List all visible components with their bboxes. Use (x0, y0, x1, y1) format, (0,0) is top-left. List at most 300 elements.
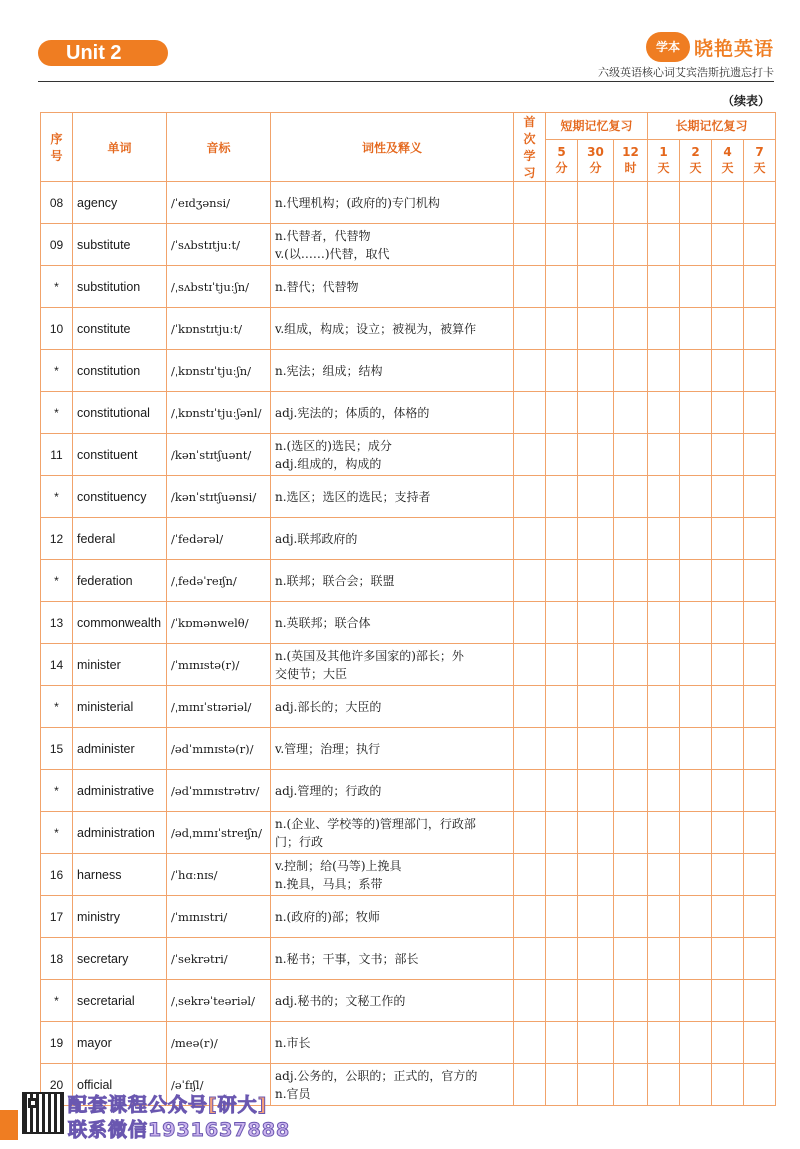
definition-line: n.替代；代替物 (275, 279, 359, 294)
checkbox-cell-30min[interactable] (578, 812, 614, 854)
checkbox-cell-1d[interactable] (648, 854, 680, 896)
checkbox-cell-1d[interactable] (648, 980, 680, 1022)
phonetic-cell: /ˈeɪdʒənsi/ (167, 182, 271, 224)
checkbox-cell-7d[interactable] (744, 266, 776, 308)
checkbox-cell-first-study[interactable] (514, 980, 546, 1022)
checkbox-cell-5min[interactable] (546, 896, 578, 938)
promo-line-2: 联系微信1931637888 (68, 1119, 291, 1141)
checkbox-cell-4d[interactable] (712, 686, 744, 728)
checkbox-cell-first-study[interactable] (514, 560, 546, 602)
checkbox-cell-12h[interactable] (614, 560, 648, 602)
checkbox-cell-4d[interactable] (712, 392, 744, 434)
checkbox-cell-12h[interactable] (614, 350, 648, 392)
checkbox-cell-7d[interactable] (744, 980, 776, 1022)
table-row (41, 938, 776, 980)
row-number: 08 (41, 182, 73, 224)
checkbox-cell-2d[interactable] (680, 1064, 712, 1106)
checkbox-cell-2d[interactable] (680, 518, 712, 560)
definition-line: n.宪法；组成；结构 (275, 363, 383, 378)
header-slot-7d: 7 天 (744, 139, 776, 181)
definition-cell (271, 644, 514, 686)
checkbox-cell-30min[interactable] (578, 938, 614, 980)
checkbox-cell-1d[interactable] (648, 308, 680, 350)
checkbox-cell-2d[interactable] (680, 266, 712, 308)
checkbox-cell-5min[interactable] (546, 1022, 578, 1064)
checkbox-cell-7d[interactable] (744, 560, 776, 602)
promo-line-1: 配套课程公众号[研大] (68, 1094, 268, 1116)
checkbox-cell-first-study[interactable] (514, 434, 546, 476)
row-number: 19 (41, 1022, 73, 1064)
checkbox-cell-12h[interactable] (614, 392, 648, 434)
phonetic-cell: /ˌfedəˈreɪʃn/ (167, 560, 271, 602)
continued-label: （续表） (721, 94, 770, 108)
brand (646, 32, 774, 62)
word-cell: official (73, 1064, 167, 1106)
checkbox-cell-12h[interactable] (614, 938, 648, 980)
definition-line: v.(以……)代替，取代 (275, 246, 390, 261)
row-number: * (41, 770, 73, 812)
checkbox-cell-2d[interactable] (680, 350, 712, 392)
definition-line: adj.公务的，公职的；正式的，官方的 (275, 1068, 478, 1083)
definition-line: 交使节；大臣 (275, 666, 348, 681)
checkbox-cell-2d[interactable] (680, 728, 712, 770)
definition-line: n.(企业、学校等的)管理部门，行政部 (275, 816, 476, 831)
checkbox-cell-12h[interactable] (614, 728, 648, 770)
phonetic-cell: /ˈkɒmənwelθ/ (167, 602, 271, 644)
definition-cell (271, 1064, 514, 1106)
checkbox-cell-2d[interactable] (680, 854, 712, 896)
checkbox-cell-4d[interactable] (712, 602, 744, 644)
checkbox-cell-12h[interactable] (614, 182, 648, 224)
header-slot-4d: 4 天 (712, 139, 744, 181)
definition-cell (271, 224, 514, 266)
checkbox-cell-4d[interactable] (712, 854, 744, 896)
definition-cell (271, 308, 514, 350)
checkbox-cell-7d[interactable] (744, 938, 776, 980)
phonetic-cell: /kənˈstɪtʃuənt/ (167, 434, 271, 476)
checkbox-cell-first-study[interactable] (514, 182, 546, 224)
checkbox-cell-first-study[interactable] (514, 854, 546, 896)
phonetic-cell: /ˈfedərəl/ (167, 518, 271, 560)
header-definition: 词性及释义 (271, 113, 514, 182)
checkbox-cell-12h[interactable] (614, 1064, 648, 1106)
checkbox-cell-1d[interactable] (648, 434, 680, 476)
checkbox-cell-1d[interactable] (648, 182, 680, 224)
checkbox-cell-5min[interactable] (546, 980, 578, 1022)
phonetic-cell: /meə(r)/ (167, 1022, 271, 1064)
checkbox-cell-5min[interactable] (546, 770, 578, 812)
definition-cell (271, 686, 514, 728)
checkbox-cell-7d[interactable] (744, 854, 776, 896)
checkbox-cell-4d[interactable] (712, 266, 744, 308)
checkbox-cell-7d[interactable] (744, 350, 776, 392)
checkbox-cell-5min[interactable] (546, 308, 578, 350)
checkbox-cell-5min[interactable] (546, 644, 578, 686)
checkbox-cell-30min[interactable] (578, 896, 614, 938)
checkbox-cell-30min[interactable] (578, 266, 614, 308)
header-phonetic: 音标 (167, 113, 271, 182)
checkbox-cell-12h[interactable] (614, 602, 648, 644)
checkbox-cell-2d[interactable] (680, 476, 712, 518)
checkbox-cell-1d[interactable] (648, 518, 680, 560)
table-row (41, 602, 776, 644)
checkbox-cell-2d[interactable] (680, 182, 712, 224)
checkbox-cell-30min[interactable] (578, 686, 614, 728)
checkbox-cell-2d[interactable] (680, 980, 712, 1022)
checkbox-cell-7d[interactable] (744, 1022, 776, 1064)
row-number: 10 (41, 308, 73, 350)
word-cell: ministerial (73, 686, 167, 728)
checkbox-cell-1d[interactable] (648, 1022, 680, 1064)
checkbox-cell-2d[interactable] (680, 602, 712, 644)
checkbox-cell-7d[interactable] (744, 686, 776, 728)
definition-cell (271, 518, 514, 560)
checkbox-cell-12h[interactable] (614, 980, 648, 1022)
definition-line: n.代替者，代替物 (275, 228, 371, 243)
checkbox-cell-30min[interactable] (578, 308, 614, 350)
checkbox-cell-30min[interactable] (578, 434, 614, 476)
checkbox-cell-30min[interactable] (578, 728, 614, 770)
checkbox-cell-30min[interactable] (578, 224, 614, 266)
checkbox-cell-first-study[interactable] (514, 938, 546, 980)
checkbox-cell-2d[interactable] (680, 686, 712, 728)
checkbox-cell-4d[interactable] (712, 518, 744, 560)
checkbox-cell-5min[interactable] (546, 602, 578, 644)
brand-subtitle: 六级英语核心词艾宾浩斯抗遗忘打卡 (598, 66, 774, 79)
word-cell: agency (73, 182, 167, 224)
checkbox-cell-12h[interactable] (614, 686, 648, 728)
header-long-term: 长期记忆复习 (648, 113, 776, 140)
definition-cell (271, 812, 514, 854)
checkbox-cell-5min[interactable] (546, 476, 578, 518)
checkbox-cell-5min[interactable] (546, 854, 578, 896)
checkbox-cell-12h[interactable] (614, 1022, 648, 1064)
definition-line: adj.组成的，构成的 (275, 456, 382, 471)
checkbox-cell-5min[interactable] (546, 728, 578, 770)
checkbox-cell-7d[interactable] (744, 728, 776, 770)
checkbox-cell-first-study[interactable] (514, 686, 546, 728)
checkbox-cell-12h[interactable] (614, 854, 648, 896)
word-cell: secretarial (73, 980, 167, 1022)
checkbox-cell-12h[interactable] (614, 224, 648, 266)
header-slot-5min: 5 分 (546, 139, 578, 181)
definition-line: adj.部长的；大臣的 (275, 699, 382, 714)
checkbox-cell-4d[interactable] (712, 308, 744, 350)
table-row (41, 770, 776, 812)
definition-line: adj.管理的；行政的 (275, 783, 382, 798)
checkbox-cell-first-study[interactable] (514, 476, 546, 518)
word-cell: federal (73, 518, 167, 560)
word-cell: constituent (73, 434, 167, 476)
phonetic-cell: /ˈsekrətri/ (167, 938, 271, 980)
checkbox-cell-7d[interactable] (744, 644, 776, 686)
phonetic-cell: /ədˈmɪnɪstə(r)/ (167, 728, 271, 770)
checkbox-cell-30min[interactable] (578, 476, 614, 518)
phonetic-cell: /ˌmɪnɪˈstɪəriəl/ (167, 686, 271, 728)
word-cell: administration (73, 812, 167, 854)
phonetic-cell: /ˌkɒnstɪˈtjuːʃənl/ (167, 392, 271, 434)
definition-line: v.组成，构成；设立；被视为，被算作 (275, 321, 477, 336)
checkbox-cell-7d[interactable] (744, 224, 776, 266)
checkbox-cell-2d[interactable] (680, 812, 712, 854)
table-row (41, 266, 776, 308)
checkbox-cell-1d[interactable] (648, 476, 680, 518)
checkbox-cell-1d[interactable] (648, 560, 680, 602)
checkbox-cell-7d[interactable] (744, 770, 776, 812)
checkbox-cell-2d[interactable] (680, 392, 712, 434)
definition-line: adj.秘书的；文秘工作的 (275, 993, 406, 1008)
definition-line: n.选区；选区的选民；支持者 (275, 489, 431, 504)
checkbox-cell-7d[interactable] (744, 182, 776, 224)
checkbox-cell-12h[interactable] (614, 476, 648, 518)
row-number: 09 (41, 224, 73, 266)
checkbox-cell-7d[interactable] (744, 392, 776, 434)
row-number: * (41, 350, 73, 392)
checkbox-cell-5min[interactable] (546, 392, 578, 434)
checkbox-cell-first-study[interactable] (514, 728, 546, 770)
definition-cell (271, 392, 514, 434)
definition-line: adj.宪法的；体质的，体格的 (275, 405, 430, 420)
checkbox-cell-1d[interactable] (648, 266, 680, 308)
checkbox-cell-2d[interactable] (680, 560, 712, 602)
word-cell: constitutional (73, 392, 167, 434)
checkbox-cell-30min[interactable] (578, 1022, 614, 1064)
checkbox-cell-2d[interactable] (680, 896, 712, 938)
checkbox-cell-first-study[interactable] (514, 770, 546, 812)
word-cell: commonwealth (73, 602, 167, 644)
checkbox-cell-2d[interactable] (680, 938, 712, 980)
table-row (41, 518, 776, 560)
checkbox-cell-5min[interactable] (546, 266, 578, 308)
qr-code-icon (22, 1092, 64, 1134)
checkbox-cell-first-study[interactable] (514, 602, 546, 644)
checkbox-cell-5min[interactable] (546, 938, 578, 980)
definition-line: n.(选区的)选民；成分 (275, 438, 392, 453)
checkbox-cell-4d[interactable] (712, 476, 744, 518)
checkbox-cell-first-study[interactable] (514, 266, 546, 308)
row-number: 11 (41, 434, 73, 476)
checkbox-cell-7d[interactable] (744, 812, 776, 854)
checkbox-cell-7d[interactable] (744, 896, 776, 938)
definition-line: n.联邦；联合会；联盟 (275, 573, 395, 588)
checkbox-cell-1d[interactable] (648, 602, 680, 644)
checkbox-cell-30min[interactable] (578, 350, 614, 392)
definition-line: n.(英国及其他许多国家的)部长；外 (275, 648, 464, 663)
word-cell: harness (73, 854, 167, 896)
checkbox-cell-4d[interactable] (712, 644, 744, 686)
checkbox-cell-1d[interactable] (648, 392, 680, 434)
checkbox-cell-first-study[interactable] (514, 896, 546, 938)
checkbox-cell-5min[interactable] (546, 560, 578, 602)
checkbox-cell-4d[interactable] (712, 350, 744, 392)
header-word: 单词 (73, 113, 167, 182)
checkbox-cell-2d[interactable] (680, 644, 712, 686)
definition-line: n.代理机构；(政府的)专门机构 (275, 195, 440, 210)
checkbox-cell-12h[interactable] (614, 518, 648, 560)
checkbox-cell-first-study[interactable] (514, 812, 546, 854)
checkbox-cell-4d[interactable] (712, 938, 744, 980)
checkbox-cell-1d[interactable] (648, 686, 680, 728)
phonetic-cell: /ˈkɒnstɪtjuːt/ (167, 308, 271, 350)
checkbox-cell-12h[interactable] (614, 812, 648, 854)
header-slot-1d: 1 天 (648, 139, 680, 181)
checkbox-cell-2d[interactable] (680, 1022, 712, 1064)
phonetic-cell: /ˌkɒnstɪˈtjuːʃn/ (167, 350, 271, 392)
checkbox-cell-12h[interactable] (614, 896, 648, 938)
checkbox-cell-4d[interactable] (712, 770, 744, 812)
table-row (41, 896, 776, 938)
checkbox-cell-12h[interactable] (614, 770, 648, 812)
table-row (41, 308, 776, 350)
table-row (41, 686, 776, 728)
checkbox-cell-5min[interactable] (546, 686, 578, 728)
definition-line: adj.联邦政府的 (275, 531, 358, 546)
checkbox-cell-first-study[interactable] (514, 518, 546, 560)
checkbox-cell-4d[interactable] (712, 182, 744, 224)
row-number: 18 (41, 938, 73, 980)
checkbox-cell-4d[interactable] (712, 560, 744, 602)
checkbox-cell-4d[interactable] (712, 1064, 744, 1106)
checkbox-cell-2d[interactable] (680, 770, 712, 812)
definition-line: v.管理；治理；执行 (275, 741, 381, 756)
definition-cell (271, 182, 514, 224)
phonetic-cell: /ˌsekrəˈteəriəl/ (167, 980, 271, 1022)
checkbox-cell-5min[interactable] (546, 350, 578, 392)
checkbox-cell-4d[interactable] (712, 1022, 744, 1064)
checkbox-cell-1d[interactable] (648, 938, 680, 980)
checkbox-cell-30min[interactable] (578, 770, 614, 812)
checkbox-cell-4d[interactable] (712, 812, 744, 854)
checkbox-cell-first-study[interactable] (514, 1064, 546, 1106)
checkbox-cell-12h[interactable] (614, 644, 648, 686)
checkbox-cell-7d[interactable] (744, 602, 776, 644)
checkbox-cell-5min[interactable] (546, 518, 578, 560)
word-cell: mayor (73, 1022, 167, 1064)
phonetic-cell: /ədˈmɪnɪstrətɪv/ (167, 770, 271, 812)
word-cell: administrative (73, 770, 167, 812)
checkbox-cell-1d[interactable] (648, 770, 680, 812)
checkbox-cell-first-study[interactable] (514, 224, 546, 266)
checkbox-cell-first-study[interactable] (514, 392, 546, 434)
checkbox-cell-1d[interactable] (648, 644, 680, 686)
row-number: 15 (41, 728, 73, 770)
phonetic-cell: /əˈfɪʃl/ (167, 1064, 271, 1106)
checkbox-cell-2d[interactable] (680, 224, 712, 266)
word-cell: constitute (73, 308, 167, 350)
definition-cell (271, 728, 514, 770)
checkbox-cell-first-study[interactable] (514, 308, 546, 350)
header-short-term: 短期记忆复习 (546, 113, 648, 140)
definition-cell (271, 854, 514, 896)
phonetic-cell: /ˈmɪnɪstri/ (167, 896, 271, 938)
definition-cell (271, 938, 514, 980)
checkbox-cell-12h[interactable] (614, 434, 648, 476)
checkbox-cell-7d[interactable] (744, 434, 776, 476)
checkbox-cell-first-study[interactable] (514, 644, 546, 686)
unit-badge: Unit 2 (38, 40, 168, 66)
checkbox-cell-1d[interactable] (648, 728, 680, 770)
checkbox-cell-30min[interactable] (578, 392, 614, 434)
definition-line: n.(政府的)部；牧师 (275, 909, 380, 924)
definition-cell (271, 350, 514, 392)
checkbox-cell-1d[interactable] (648, 896, 680, 938)
checkbox-cell-1d[interactable] (648, 350, 680, 392)
word-cell: substitution (73, 266, 167, 308)
checkbox-cell-first-study[interactable] (514, 1022, 546, 1064)
definition-line: 门；行政 (275, 834, 324, 849)
checkbox-cell-12h[interactable] (614, 308, 648, 350)
checkbox-cell-1d[interactable] (648, 812, 680, 854)
checkbox-cell-1d[interactable] (648, 224, 680, 266)
checkbox-cell-30min[interactable] (578, 602, 614, 644)
phonetic-cell: /ˈhɑːnɪs/ (167, 854, 271, 896)
word-cell: minister (73, 644, 167, 686)
checkbox-cell-5min[interactable] (546, 812, 578, 854)
phonetic-cell: /ˈmɪnɪstə(r)/ (167, 644, 271, 686)
checkbox-cell-30min[interactable] (578, 854, 614, 896)
row-number: * (41, 980, 73, 1022)
checkbox-cell-30min[interactable] (578, 560, 614, 602)
row-number: 16 (41, 854, 73, 896)
table-row (41, 224, 776, 266)
checkbox-cell-30min[interactable] (578, 980, 614, 1022)
definition-cell (271, 476, 514, 518)
checkbox-cell-4d[interactable] (712, 728, 744, 770)
checkbox-cell-5min[interactable] (546, 434, 578, 476)
checkbox-cell-30min[interactable] (578, 1064, 614, 1106)
checkbox-cell-2d[interactable] (680, 308, 712, 350)
checkbox-cell-12h[interactable] (614, 266, 648, 308)
definition-line: n.英联邦；联合体 (275, 615, 371, 630)
row-number: * (41, 812, 73, 854)
table-row (41, 434, 776, 476)
checkbox-cell-2d[interactable] (680, 434, 712, 476)
checkbox-cell-1d[interactable] (648, 1064, 680, 1106)
row-number: * (41, 266, 73, 308)
checkbox-cell-4d[interactable] (712, 434, 744, 476)
row-number: 14 (41, 644, 73, 686)
checkbox-cell-30min[interactable] (578, 644, 614, 686)
checkbox-cell-5min[interactable] (546, 224, 578, 266)
row-number: * (41, 560, 73, 602)
checkbox-cell-7d[interactable] (744, 518, 776, 560)
checkbox-cell-5min[interactable] (546, 1064, 578, 1106)
definition-cell (271, 980, 514, 1022)
checkbox-cell-7d[interactable] (744, 476, 776, 518)
definition-cell (271, 560, 514, 602)
definition-line: n.官员 (275, 1086, 311, 1101)
definition-line: n.市长 (275, 1035, 311, 1050)
definition-cell (271, 602, 514, 644)
phonetic-cell: /ˈsʌbstɪtjuːt/ (167, 224, 271, 266)
checkbox-cell-7d[interactable] (744, 308, 776, 350)
checkbox-cell-5min[interactable] (546, 182, 578, 224)
checkbox-cell-first-study[interactable] (514, 350, 546, 392)
header-slot-30min: 30 分 (578, 139, 614, 181)
table-row (41, 812, 776, 854)
checkbox-cell-7d[interactable] (744, 1064, 776, 1106)
checkbox-cell-4d[interactable] (712, 224, 744, 266)
checkbox-cell-30min[interactable] (578, 182, 614, 224)
phonetic-cell: /kənˈstɪtʃuənsi/ (167, 476, 271, 518)
checkbox-cell-4d[interactable] (712, 980, 744, 1022)
row-number: 13 (41, 602, 73, 644)
definition-cell (271, 1022, 514, 1064)
checkbox-cell-4d[interactable] (712, 896, 744, 938)
definition-line: n.秘书；干事，文书；部长 (275, 951, 419, 966)
checkbox-cell-30min[interactable] (578, 518, 614, 560)
word-cell: substitute (73, 224, 167, 266)
